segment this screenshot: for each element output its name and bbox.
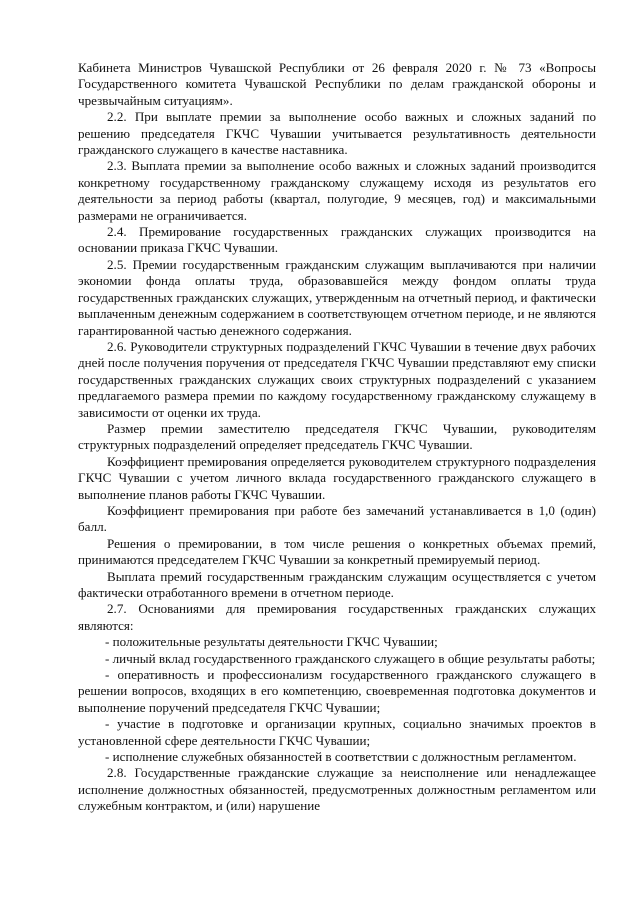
paragraph-2-3: 2.3. Выплата премии за выполнение особо важных и сложных заданий производится конкретному государственному гражданскому служащему исходя из результатов его деятельности за период работы (квартал, полугодие, 9 месяцев, год) и максимальными размерами не ограничивается. (78, 158, 596, 223)
paragraph-2-5: 2.5. Премии государственным гражданским служащим выплачиваются при наличии экономии фонда оплаты труда, образовавшейся между фондом оплаты труда государственных гражданских служащих, утвержденным на отчетный период, и фактически выплаченным денежным содержанием в соответствующем отчетном периоде, и не являются гарантированной частью денежного содержания. (78, 256, 596, 338)
paragraph-bonus-decisions: Решения о премировании, в том числе решения о конкретных объемах премий, принимаются председателем ГКЧС Чувашии за конкретный премируемый период. (78, 535, 596, 568)
paragraph-2-4: 2.4. Премирование государственных гражданских служащих производится на основании приказа ГКЧС Чувашии. (78, 224, 596, 256)
paragraph-coefficient-default: Коэффициент премирования при работе без замечаний устанавливается в 1,0 (один) балл. (78, 502, 596, 535)
list-item: - положительные результаты деятельности ГКЧС Чувашии; (105, 634, 438, 650)
list-item: - участие в подготовке и организации крупных, социально значимых проектов в установленной сфере деятельности ГКЧС Чувашии; (78, 716, 596, 748)
paragraph-bonus-payment: Выплата премий государственным гражданским служащим осуществляется с учетом фактически отработанного времени в отчетном периоде. (78, 568, 596, 600)
paragraph-intro-continuation: Кабинета Министров Чувашской Республики от 26 февраля 2020 г. № 73 «Вопросы Государственного комитета Чувашской Республики по делам гражданской обороны и чрезвычайным ситуациям». (78, 60, 596, 108)
paragraph-bonus-size: Размер премии заместителю председателя ГКЧС Чувашии, руководителям структурных подразделений определяет председатель ГКЧС Чувашии. (78, 420, 596, 453)
paragraph-2-2: 2.2. При выплате премии за выполнение особо важных и сложных заданий по решению председателя ГКЧС Чувашии учитывается результативность деятельности гражданского служащего в качестве наставника. (78, 109, 596, 158)
paragraph-2-6: 2.6. Руководители структурных подразделений ГКЧС Чувашии в течение двух рабочих дней после получения поручения от председателя ГКЧС Чувашии представляют ему списки государственных гражданских служащих своих структурных подразделений с указанием предлагаемого размера премии по каждому государственному гражданскому служащему в зависимости от оценки их труда. (78, 338, 596, 420)
paragraph-2-8: 2.8. Государственные гражданские служащие за неисполнение или ненадлежащее исполнение должностных обязанностей, предусмотренных должностным регламентом или служебным контрактом, и (или) нарушение (78, 765, 596, 814)
document-body (78, 60, 596, 815)
list-item: - личный вклад государственного гражданского служащего в общие результаты работы; (105, 650, 596, 666)
paragraph-coefficient: Коэффициент премирования определяется руководителем структурного подразделения ГКЧС Чувашии с учетом личного вклада государственного гражданского служащего в выполнение планов работы ГКЧС Чувашии. (78, 453, 596, 502)
list-item: - исполнение служебных обязанностей в соответствии с должностным регламентом. (105, 749, 577, 765)
list-item: - оперативность и профессионализм государственного гражданского служащего в решении вопросов, входящих в его компетенцию, своевременная подготовка документов и выполнение поручений председателя ГКЧС Чувашии; (78, 667, 596, 715)
paragraph-2-7: 2.7. Основаниями для премирования государственных гражданских служащих являются: (78, 601, 596, 633)
